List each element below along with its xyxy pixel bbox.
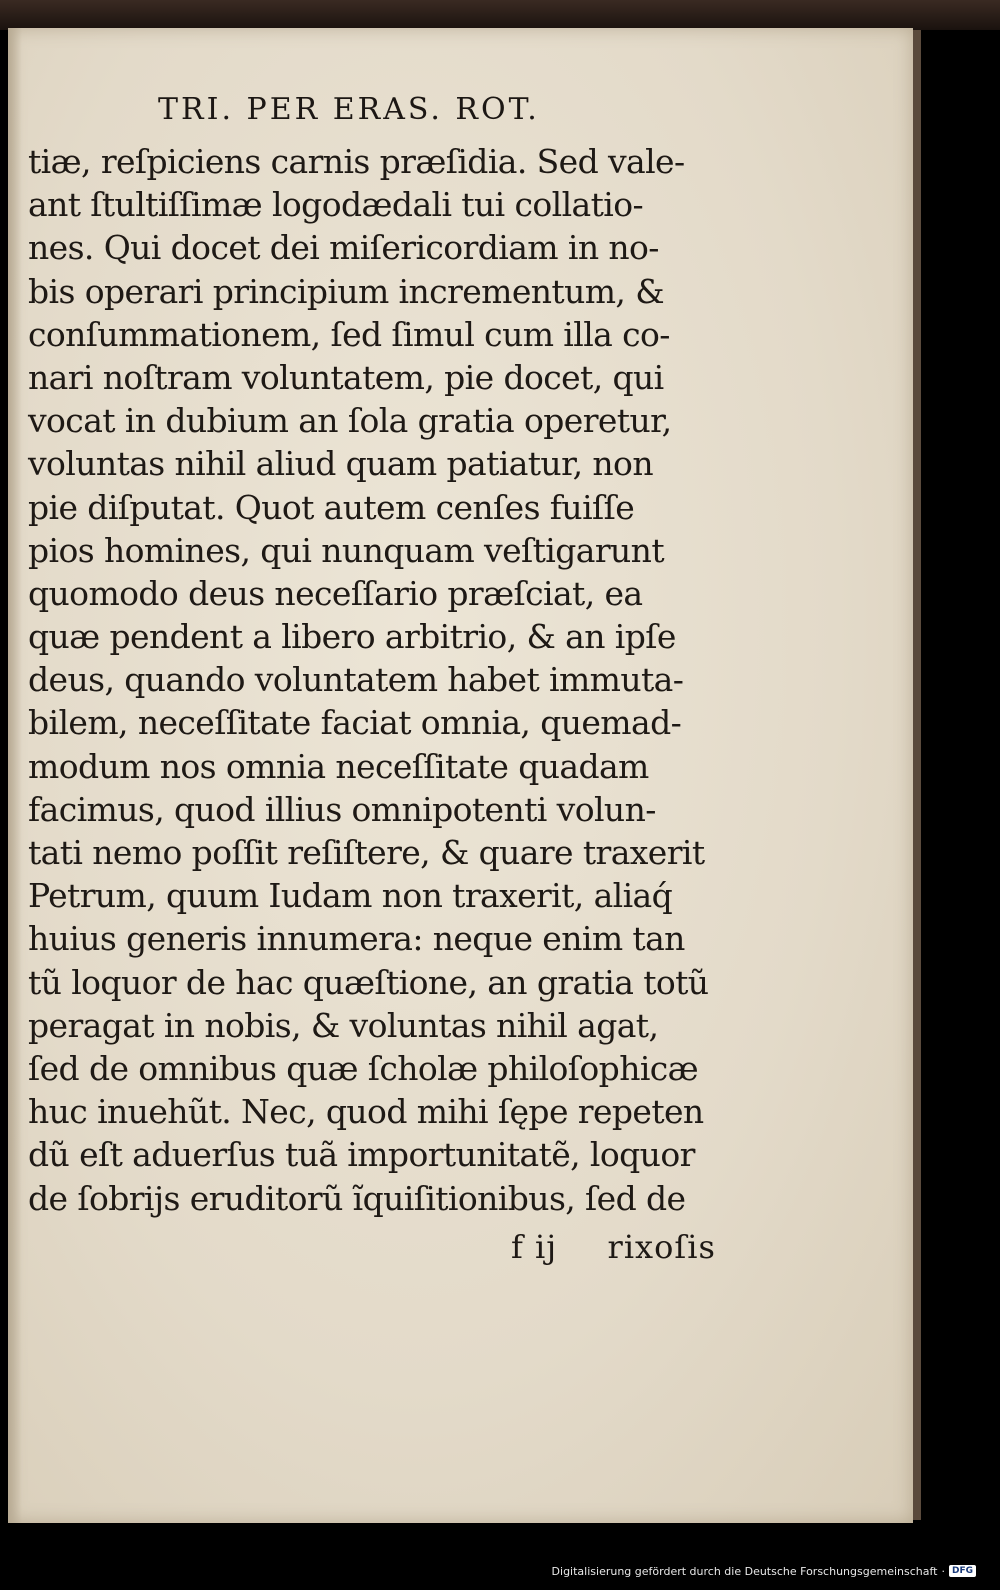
text-line: modum nos omnia neceſſitate quadam <box>28 746 649 786</box>
credit-separator: · <box>941 1564 945 1578</box>
text-line: de ſobrijs eruditorũ ĩquiſitionibus, ſed de <box>28 1178 686 1218</box>
text-line: tiæ, reſpiciens carnis præſidia. Sed vale- <box>28 142 685 181</box>
catchword: rixoſis <box>607 1228 716 1266</box>
text-line: tũ loquor de hac quæſtione, an gratia totũ <box>28 962 709 1002</box>
text-line: deus, quando voluntatem habet immuta- <box>28 660 684 700</box>
page-gutter <box>8 28 22 1523</box>
body-text <box>28 140 718 1220</box>
text-line: huius generis innumera: neque enim tan <box>28 919 685 959</box>
text-line: voluntas nihil aliud quam patiatur, non <box>28 444 653 484</box>
page-right-edge <box>913 30 921 1520</box>
text-line: pios homines, qui nunquam veſtigarunt <box>28 530 664 570</box>
text-line: bis operari principium incrementum, & <box>28 271 664 311</box>
text-line: facimus, quod illius omnipotenti volun- <box>28 789 656 829</box>
text-line: ant ſtultiſſimæ logodædali tui collatio- <box>28 185 644 225</box>
text-line: peragat in nobis, & voluntas nihil agat, <box>28 1005 659 1045</box>
digitization-credit <box>552 1562 976 1580</box>
text-line: Petrum, quum Iudam non traxerit, aliaq́ <box>28 876 673 916</box>
text-line: conſummationem, ſed ſimul cum illa co- <box>28 314 670 354</box>
text-line: nes. Qui docet dei miſericordiam in no- <box>28 228 659 268</box>
credit-text: Digitalisierung gefördert durch die Deutsche Forschungsgemeinschaft <box>551 1564 938 1578</box>
running-head: TRI. PER ERAS. ROT. <box>158 92 540 127</box>
text-line: quomodo deus neceſſario præſciat, ea <box>28 573 643 613</box>
signature-mark: f ij <box>511 1228 558 1266</box>
text-line: ſed de omnibus quæ ſcholæ philoſophicæ <box>28 1048 699 1088</box>
text-line: vocat in dubium an ſola gratia operetur, <box>28 401 672 441</box>
text-line: tati nemo poſſit reſiſtere, & quare traxerit <box>28 833 705 872</box>
dfg-logo-icon: DFG <box>949 1565 976 1577</box>
text-line: pie diſputat. Quot autem cenſes fuiſſe <box>28 487 635 527</box>
text-line: nari noſtram voluntatem, pie docet, qui <box>28 357 664 397</box>
text-line: bilem, neceſſitate faciat omnia, quemad- <box>28 703 682 743</box>
scan-top-edge <box>0 0 1000 30</box>
text-line: quæ pendent a libero arbitrio, & an ipſe <box>28 617 676 657</box>
text-line: huc inuehũt. Nec, quod mihi ſępe repeten <box>28 1092 704 1132</box>
signature-catchword-line <box>511 1228 716 1266</box>
text-line: dũ eſt aduerſus tuã importunitatẽ, loquor <box>28 1135 695 1175</box>
